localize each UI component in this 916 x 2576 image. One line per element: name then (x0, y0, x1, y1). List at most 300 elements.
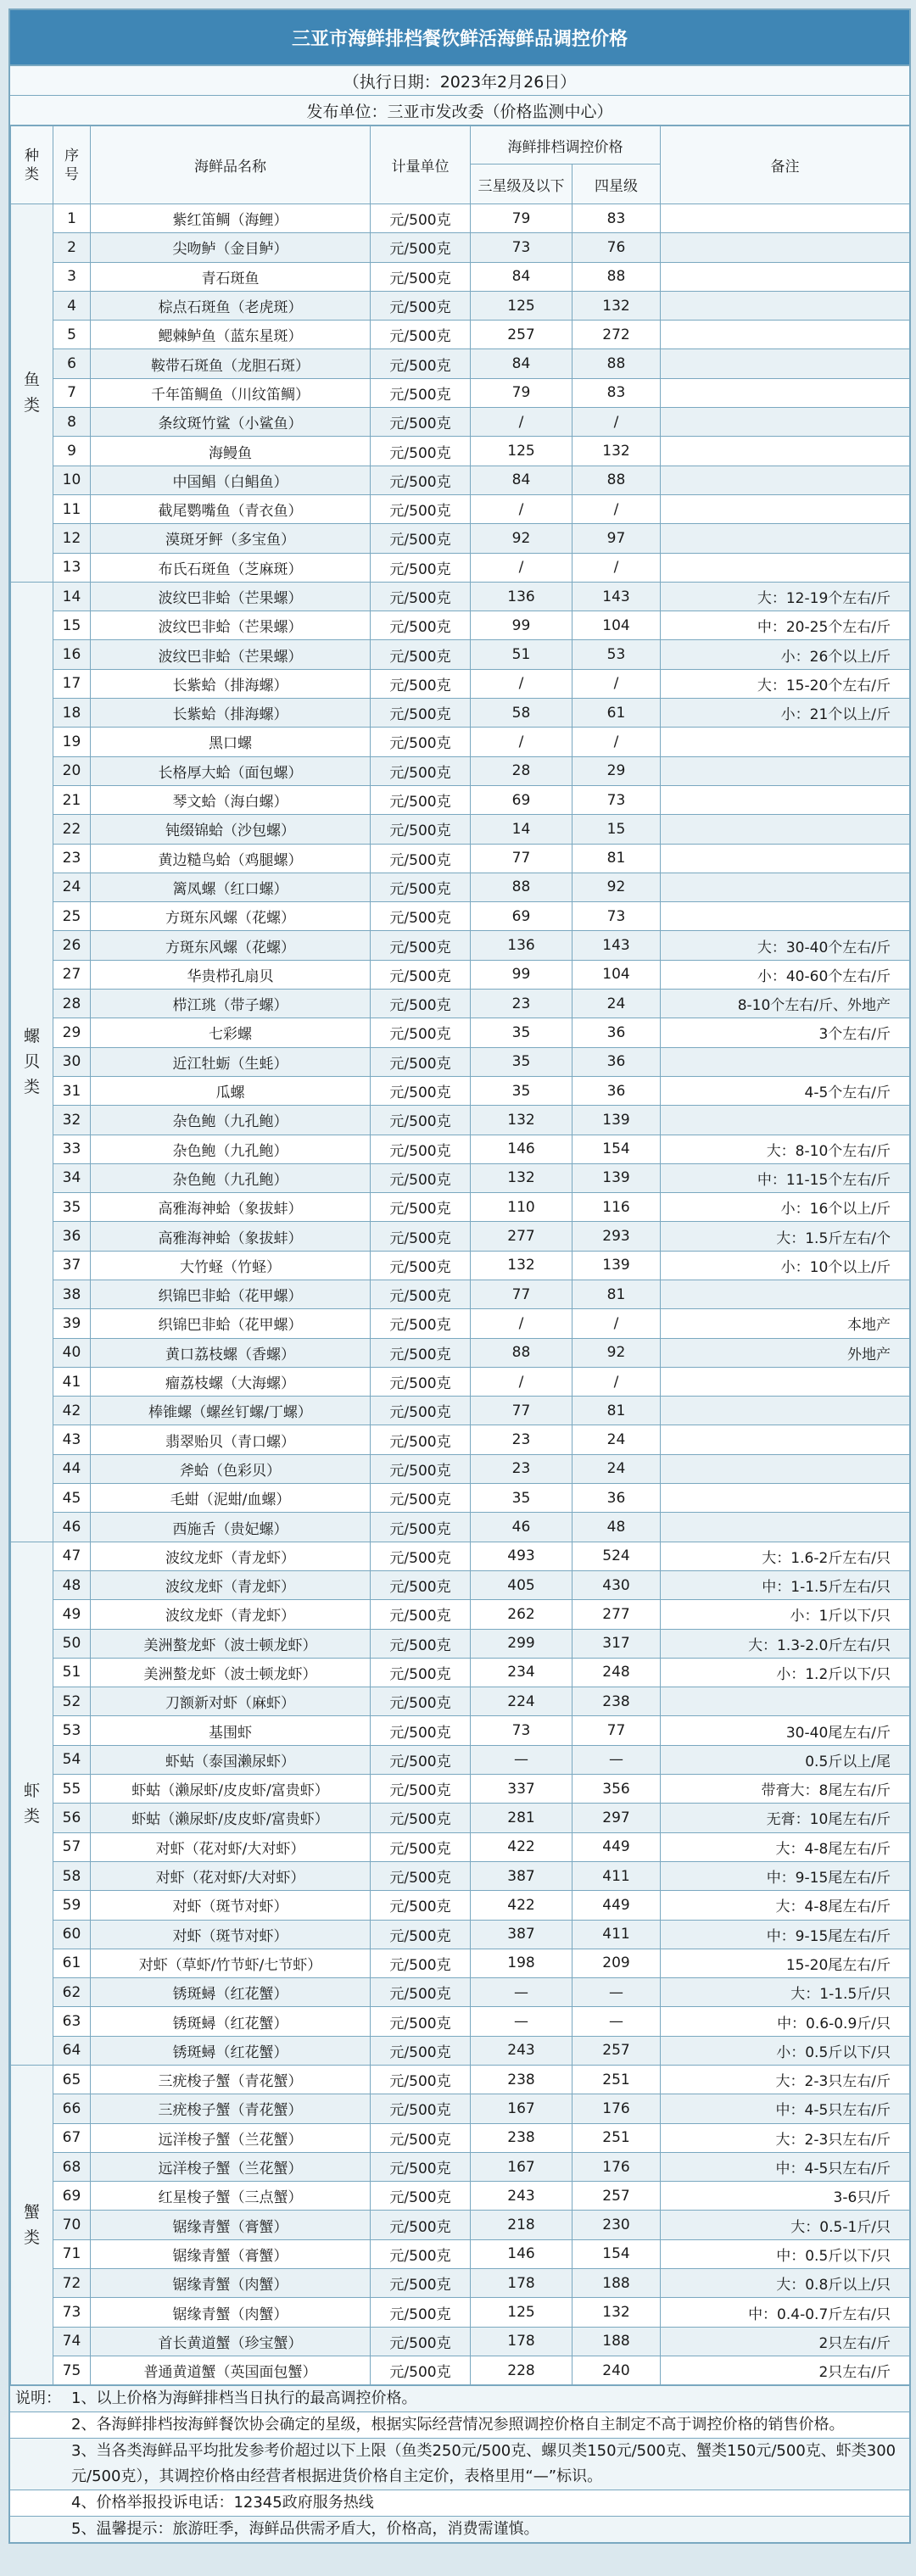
table-row (11, 990, 910, 1018)
name-cell: 黑口螺 (91, 728, 371, 756)
table-row (11, 1309, 910, 1338)
seq-cell: 67 (53, 2123, 91, 2152)
table-row (11, 466, 910, 494)
remark-cell: 中：9-15尾左右/斤 (661, 1920, 910, 1949)
seq-cell: 2 (53, 233, 91, 262)
price-tier1-cell: 224 (471, 1687, 572, 1716)
remark-cell (661, 902, 910, 931)
name-cell: 尖吻鲈（金目鲈） (91, 233, 371, 262)
table-row (11, 2327, 910, 2356)
price-table (10, 125, 910, 2385)
seq-cell: 64 (53, 2036, 91, 2065)
price-tier2-cell: 272 (572, 321, 661, 349)
unit-cell: 元/500克 (371, 2182, 471, 2211)
price-tier2-cell: — (572, 1745, 661, 1774)
seq-cell: 62 (53, 1978, 91, 2007)
remark-cell: 大：1.5斤左右/个 (661, 1222, 910, 1251)
name-cell: 红星梭子蟹（三点蟹） (91, 2182, 371, 2211)
seq-cell: 38 (53, 1280, 91, 1308)
price-tier1-cell: 257 (471, 321, 572, 349)
seq-cell: 4 (53, 291, 91, 320)
table-row (11, 1397, 910, 1425)
price-tier1-cell: 281 (471, 1804, 572, 1832)
name-cell: 美洲螯龙虾（波士顿龙虾） (91, 1658, 371, 1687)
seq-cell: 16 (53, 640, 91, 669)
seq-cell: 60 (53, 1920, 91, 1949)
table-row (11, 1716, 910, 1745)
unit-cell: 元/500克 (371, 262, 471, 291)
table-row (11, 1570, 910, 1599)
price-tier1-cell: 28 (471, 756, 572, 785)
name-cell: 杂色鲍（九孔鲍） (91, 1163, 371, 1192)
table-row (11, 2269, 910, 2298)
unit-cell: 元/500克 (371, 2066, 471, 2094)
price-tier1-cell: 218 (471, 2211, 572, 2239)
price-tier1-cell: / (471, 494, 572, 523)
remark-cell: 3个左右/斤 (661, 1018, 910, 1047)
table-row (11, 728, 910, 756)
table-row (11, 1658, 910, 1687)
name-cell: 瘤荔枝螺（大海螺） (91, 1367, 371, 1396)
price-tier1-cell: / (471, 408, 572, 437)
seq-cell: 59 (53, 1891, 91, 1920)
price-tier2-cell: 132 (572, 437, 661, 466)
price-tier1-cell: 73 (471, 233, 572, 262)
seq-cell: 35 (53, 1193, 91, 1222)
table-row (11, 2007, 910, 2036)
price-tier1-cell: 493 (471, 1542, 572, 1570)
price-tier1-cell: — (471, 1978, 572, 2007)
remark-cell: 4-5个左右/斤 (661, 1076, 910, 1105)
name-cell: 瓜螺 (91, 1076, 371, 1105)
table-row (11, 1629, 910, 1658)
unit-cell: 元/500克 (371, 1861, 471, 1890)
table-row (11, 1076, 910, 1105)
unit-cell: 元/500克 (371, 2298, 471, 2327)
price-tier2-cell: / (572, 553, 661, 582)
remark-cell (661, 408, 910, 437)
name-cell: 刀额新对虾（麻虾） (91, 1687, 371, 1716)
table-row (11, 1163, 910, 1192)
name-cell: 首长黄道蟹（珍宝蟹） (91, 2327, 371, 2356)
name-cell: 锈斑蟳（红花蟹） (91, 2007, 371, 2036)
seq-cell: 29 (53, 1018, 91, 1047)
seq-cell: 10 (53, 466, 91, 494)
remark-cell: 3-6只/斤 (661, 2182, 910, 2211)
table-row (11, 349, 910, 378)
remark-cell: 中：0.6-0.9斤/只 (661, 2007, 910, 2036)
name-cell: 七彩螺 (91, 1018, 371, 1047)
table-row (11, 262, 910, 291)
table-row (11, 321, 910, 349)
category-label: 鱼类 (11, 204, 53, 583)
seq-cell: 46 (53, 1513, 91, 1542)
price-tier1-cell: 79 (471, 204, 572, 233)
seq-cell: 5 (53, 321, 91, 349)
unit-cell: 元/500克 (371, 1367, 471, 1396)
table-row (11, 2094, 910, 2123)
price-tier1-cell: 46 (471, 1513, 572, 1542)
seq-cell: 1 (53, 204, 91, 233)
remark-cell: 2只左右/斤 (661, 2356, 910, 2384)
unit-cell: 元/500克 (371, 1570, 471, 1599)
unit-cell: 元/500克 (371, 1687, 471, 1716)
table-row (11, 378, 910, 407)
table-row (11, 2211, 910, 2239)
unit-cell: 元/500克 (371, 611, 471, 640)
price-tier2-cell: / (572, 728, 661, 756)
seq-cell: 53 (53, 1716, 91, 1745)
seq-cell: 70 (53, 2211, 91, 2239)
price-tier2-cell: 139 (572, 1106, 661, 1135)
unit-cell: 元/500克 (371, 582, 471, 611)
seq-cell: 61 (53, 1949, 91, 1977)
unit-cell: 元/500克 (371, 553, 471, 582)
remark-cell (661, 1454, 910, 1483)
name-cell: 杂色鲍（九孔鲍） (91, 1135, 371, 1163)
table-row (11, 1775, 910, 1804)
unit-cell: 元/500克 (371, 291, 471, 320)
seq-cell: 7 (53, 378, 91, 407)
price-tier2-cell: 92 (572, 873, 661, 901)
note-text: 5、温馨提示：旅游旺季，海鲜品供需矛盾大，价格高，消费需谨慎。 (71, 2520, 539, 2539)
unit-cell: 元/500克 (371, 437, 471, 466)
name-cell: 波纹巴非蛤（芒果螺） (91, 640, 371, 669)
name-cell: 棕点石斑鱼（老虎斑） (91, 291, 371, 320)
unit-cell: 元/500克 (371, 1135, 471, 1163)
seq-cell: 58 (53, 1861, 91, 1890)
price-tier1-cell: 198 (471, 1949, 572, 1977)
price-tier1-cell: 35 (471, 1047, 572, 1076)
table-row (11, 553, 910, 582)
seq-cell: 54 (53, 1745, 91, 1774)
name-cell: 翡翠贻贝（青口螺） (91, 1425, 371, 1454)
seq-cell: 12 (53, 524, 91, 553)
price-tier2-cell: 15 (572, 815, 661, 844)
name-cell: 鞍带石斑鱼（龙胆石斑） (91, 349, 371, 378)
name-cell: 华贵栉孔扇贝 (91, 960, 371, 989)
header-remark: 备注 (661, 126, 910, 204)
remark-cell: 带膏大：8尾左右/斤 (661, 1775, 910, 1804)
price-tier1-cell: 136 (471, 931, 572, 960)
price-tier1-cell: 387 (471, 1920, 572, 1949)
price-tier2-cell: 176 (572, 2152, 661, 2181)
price-tier2-cell: 411 (572, 1920, 661, 1949)
seq-cell: 73 (53, 2298, 91, 2327)
table-row (11, 1367, 910, 1396)
price-tier1-cell: 228 (471, 2356, 572, 2384)
name-cell: 锯缘青蟹（肉蟹） (91, 2269, 371, 2298)
seq-cell: 71 (53, 2239, 91, 2268)
seq-cell: 6 (53, 349, 91, 378)
unit-cell: 元/500克 (371, 1222, 471, 1251)
note-row (10, 2516, 909, 2542)
price-tier2-cell: 277 (572, 1600, 661, 1629)
remark-cell: 无膏：10尾左右/斤 (661, 1804, 910, 1832)
name-cell: 锯缘青蟹（膏蟹） (91, 2239, 371, 2268)
unit-cell: 元/500克 (371, 321, 471, 349)
seq-cell: 20 (53, 756, 91, 785)
name-cell: 对虾（草虾/竹节虾/七节虾） (91, 1949, 371, 1977)
name-cell: 海鳗鱼 (91, 437, 371, 466)
seq-cell: 15 (53, 611, 91, 640)
price-tier1-cell: 405 (471, 1570, 572, 1599)
table-row (11, 844, 910, 873)
seq-cell: 9 (53, 437, 91, 466)
price-tier2-cell: 116 (572, 1193, 661, 1222)
remark-cell: 8-10个左右/斤、外地产 (661, 990, 910, 1018)
exec-date: （执行日期：2023年2月26日） (10, 66, 909, 96)
price-tier2-cell: 257 (572, 2182, 661, 2211)
name-cell: 方斑东风螺（花螺） (91, 902, 371, 931)
price-tier1-cell: 132 (471, 1106, 572, 1135)
remark-cell: 外地产 (661, 1338, 910, 1367)
remark-cell: 大：12-19个左右/斤 (661, 582, 910, 611)
unit-cell: 元/500克 (371, 1338, 471, 1367)
remark-cell (661, 466, 910, 494)
table-row (11, 699, 910, 728)
price-tier2-cell: 230 (572, 2211, 661, 2239)
name-cell: 波纹龙虾（青龙虾） (91, 1600, 371, 1629)
seq-cell: 55 (53, 1775, 91, 1804)
unit-cell: 元/500克 (371, 1047, 471, 1076)
remark-cell: 小：1.2斤以下/只 (661, 1658, 910, 1687)
remark-cell (661, 873, 910, 901)
name-cell: 斧蛤（色彩贝） (91, 1454, 371, 1483)
price-tier1-cell: / (471, 1367, 572, 1396)
price-tier1-cell: 422 (471, 1832, 572, 1861)
remark-cell: 中：11-15个左右/斤 (661, 1163, 910, 1192)
note-text: 3、当各类海鲜品平均批发参考价超过以下上限（鱼类250元/500克、螺贝类150元/500克、蟹类150元/500克、虾类300元/500克），其调控价格由经营者根据进货价格自主定价，表格里用“—”标识。 (71, 2442, 896, 2486)
price-tier1-cell: 110 (471, 1193, 572, 1222)
seq-cell: 66 (53, 2094, 91, 2123)
remark-cell (661, 1687, 910, 1716)
name-cell: 青石斑鱼 (91, 262, 371, 291)
seq-cell: 24 (53, 873, 91, 901)
remark-cell: 大：30-40个左右/斤 (661, 931, 910, 960)
unit-cell: 元/500克 (371, 960, 471, 989)
price-tier2-cell: — (572, 2007, 661, 2036)
note-text: 4、价格举报投诉电话：12345政府服务热线 (71, 2494, 374, 2512)
price-tier1-cell: 238 (471, 2123, 572, 2152)
unit-cell: 元/500克 (371, 1949, 471, 1977)
remark-cell (661, 378, 910, 407)
price-tier1-cell: 132 (471, 1251, 572, 1280)
price-tier2-cell: 88 (572, 262, 661, 291)
header-seq: 序号 (53, 126, 91, 204)
remark-cell: 小：10个以上/斤 (661, 1251, 910, 1280)
unit-cell: 元/500克 (371, 1891, 471, 1920)
unit-cell: 元/500克 (371, 902, 471, 931)
table-row (11, 873, 910, 901)
table-row (11, 1542, 910, 1570)
table-row (11, 1193, 910, 1222)
remark-cell: 大：1-1.5斤/只 (661, 1978, 910, 2007)
unit-cell: 元/500克 (371, 1716, 471, 1745)
price-tier1-cell: 167 (471, 2094, 572, 2123)
seq-cell: 28 (53, 990, 91, 1018)
name-cell: 琴文蛤（海白螺） (91, 785, 371, 814)
name-cell: 波纹龙虾（青龙虾） (91, 1542, 371, 1570)
price-tier2-cell: 73 (572, 785, 661, 814)
unit-cell: 元/500克 (371, 1745, 471, 1774)
name-cell: 虾蛄（濑尿虾/皮皮虾/富贵虾） (91, 1804, 371, 1832)
name-cell: 高雅海神蛤（象拔蚌） (91, 1222, 371, 1251)
unit-cell: 元/500克 (371, 349, 471, 378)
price-tier1-cell: — (471, 2007, 572, 2036)
table-row (11, 582, 910, 611)
table-row (11, 756, 910, 785)
name-cell: 锈斑蟳（红花蟹） (91, 2036, 371, 2065)
price-sheet (8, 8, 911, 2544)
unit-cell: 元/500克 (371, 1163, 471, 1192)
unit-cell: 元/500克 (371, 1978, 471, 2007)
unit-cell: 元/500克 (371, 1309, 471, 1338)
table-row (11, 1425, 910, 1454)
unit-cell: 元/500克 (371, 1425, 471, 1454)
table-row (11, 1338, 910, 1367)
unit-cell: 元/500克 (371, 1076, 471, 1105)
remark-cell: 小：40-60个左右/斤 (661, 960, 910, 989)
remark-cell: 小：0.5斤以下/只 (661, 2036, 910, 2065)
unit-cell: 元/500克 (371, 1193, 471, 1222)
price-tier1-cell: 84 (471, 466, 572, 494)
table-row (11, 1687, 910, 1716)
name-cell: 近江牡蛎（生蚝） (91, 1047, 371, 1076)
name-cell: 西施舌（贵妃螺） (91, 1513, 371, 1542)
price-tier1-cell: 422 (471, 1891, 572, 1920)
price-tier2-cell: 356 (572, 1775, 661, 1804)
note-text: 2、各海鲜排档按海鲜餐饮协会确定的星级，根据实际经营情况参照调控价格自主制定不高于调控价格的销售价格。 (71, 2416, 845, 2434)
price-tier2-cell: 76 (572, 233, 661, 262)
seq-cell: 37 (53, 1251, 91, 1280)
remark-cell (661, 844, 910, 873)
name-cell: 普通黄道蟹（英国面包蟹） (91, 2356, 371, 2384)
remark-cell: 大：4-8尾左右/斤 (661, 1832, 910, 1861)
table-body (11, 204, 910, 2385)
unit-cell: 元/500克 (371, 1106, 471, 1135)
note-row (10, 2385, 909, 2412)
name-cell: 织锦巴非蛤（花甲螺） (91, 1280, 371, 1308)
name-cell: 对虾（斑节对虾） (91, 1891, 371, 1920)
remark-cell (661, 1367, 910, 1396)
price-tier2-cell: 188 (572, 2269, 661, 2298)
price-tier2-cell: 104 (572, 611, 661, 640)
price-tier2-cell: 209 (572, 1949, 661, 1977)
price-tier2-cell: / (572, 669, 661, 698)
remark-cell: 小：26个以上/斤 (661, 640, 910, 669)
table-row (11, 902, 910, 931)
category-label: 虾类 (11, 1542, 53, 2065)
header-category: 种类 (11, 126, 53, 204)
price-tier2-cell: 248 (572, 1658, 661, 1687)
unit-cell: 元/500克 (371, 2239, 471, 2268)
name-cell: 毛蚶（泥蚶/血螺） (91, 1484, 371, 1513)
name-cell: 波纹龙虾（青龙虾） (91, 1570, 371, 1599)
seq-cell: 69 (53, 2182, 91, 2211)
name-cell: 远洋梭子蟹（兰花蟹） (91, 2152, 371, 2181)
price-tier1-cell: 125 (471, 2298, 572, 2327)
seq-cell: 34 (53, 1163, 91, 1192)
seq-cell: 3 (53, 262, 91, 291)
seq-cell: 50 (53, 1629, 91, 1658)
name-cell: 锈斑蟳（红花蟹） (91, 1978, 371, 2007)
price-tier2-cell: 81 (572, 1397, 661, 1425)
table-row (11, 1222, 910, 1251)
unit-cell: 元/500克 (371, 640, 471, 669)
price-tier1-cell: 99 (471, 960, 572, 989)
price-tier2-cell: 77 (572, 1716, 661, 1745)
price-tier2-cell: 88 (572, 349, 661, 378)
price-tier1-cell: 146 (471, 2239, 572, 2268)
unit-cell: 元/500克 (371, 494, 471, 523)
price-tier2-cell: 29 (572, 756, 661, 785)
seq-cell: 56 (53, 1804, 91, 1832)
unit-cell: 元/500克 (371, 844, 471, 873)
table-row (11, 204, 910, 233)
name-cell: 长紫蛤（排海螺） (91, 669, 371, 698)
unit-cell: 元/500克 (371, 669, 471, 698)
price-tier2-cell: 24 (572, 1454, 661, 1483)
name-cell: 织锦巴非蛤（花甲螺） (91, 1309, 371, 1338)
header-tier2: 四星级 (572, 164, 661, 204)
name-cell: 锯缘青蟹（膏蟹） (91, 2211, 371, 2239)
unit-cell: 元/500克 (371, 1513, 471, 1542)
price-tier1-cell: 92 (471, 524, 572, 553)
price-tier2-cell: / (572, 1309, 661, 1338)
name-cell: 中国鲳（白鲳鱼） (91, 466, 371, 494)
name-cell: 黄边糙鸟蛤（鸡腿螺） (91, 844, 371, 873)
seq-cell: 25 (53, 902, 91, 931)
unit-cell: 元/500克 (371, 2094, 471, 2123)
remark-cell (661, 1280, 910, 1308)
remark-cell: 大：0.5-1斤/只 (661, 2211, 910, 2239)
note-row (10, 2490, 909, 2516)
table-row (11, 1106, 910, 1135)
unit-cell: 元/500克 (371, 2356, 471, 2384)
name-cell: 虾蛄（泰国濑尿虾） (91, 1745, 371, 1774)
remark-cell: 中：1-1.5斤左右/只 (661, 1570, 910, 1599)
unit-cell: 元/500克 (371, 1629, 471, 1658)
notes-section (10, 2385, 909, 2542)
price-tier1-cell: 23 (471, 1454, 572, 1483)
price-tier2-cell: 24 (572, 1425, 661, 1454)
unit-cell: 元/500克 (371, 931, 471, 960)
price-tier2-cell: 97 (572, 524, 661, 553)
price-tier1-cell: 73 (471, 1716, 572, 1745)
price-tier2-cell: 24 (572, 990, 661, 1018)
remark-cell (661, 553, 910, 582)
seq-cell: 44 (53, 1454, 91, 1483)
price-tier2-cell: 430 (572, 1570, 661, 1599)
seq-cell: 42 (53, 1397, 91, 1425)
price-tier2-cell: 240 (572, 2356, 661, 2384)
remark-cell: 大：1.6-2斤左右/只 (661, 1542, 910, 1570)
notes-label: 说明： (15, 2389, 61, 2408)
price-tier1-cell: 125 (471, 291, 572, 320)
price-tier1-cell: 337 (471, 1775, 572, 1804)
notes-label (10, 2490, 63, 2516)
table-row (11, 1804, 910, 1832)
price-tier1-cell: / (471, 669, 572, 698)
price-tier2-cell: 176 (572, 2094, 661, 2123)
unit-cell: 元/500克 (371, 378, 471, 407)
price-tier2-cell: 524 (572, 1542, 661, 1570)
price-tier1-cell: 243 (471, 2182, 572, 2211)
name-cell: 基围虾 (91, 1716, 371, 1745)
remark-cell: 小：21个以上/斤 (661, 699, 910, 728)
seq-cell: 72 (53, 2269, 91, 2298)
